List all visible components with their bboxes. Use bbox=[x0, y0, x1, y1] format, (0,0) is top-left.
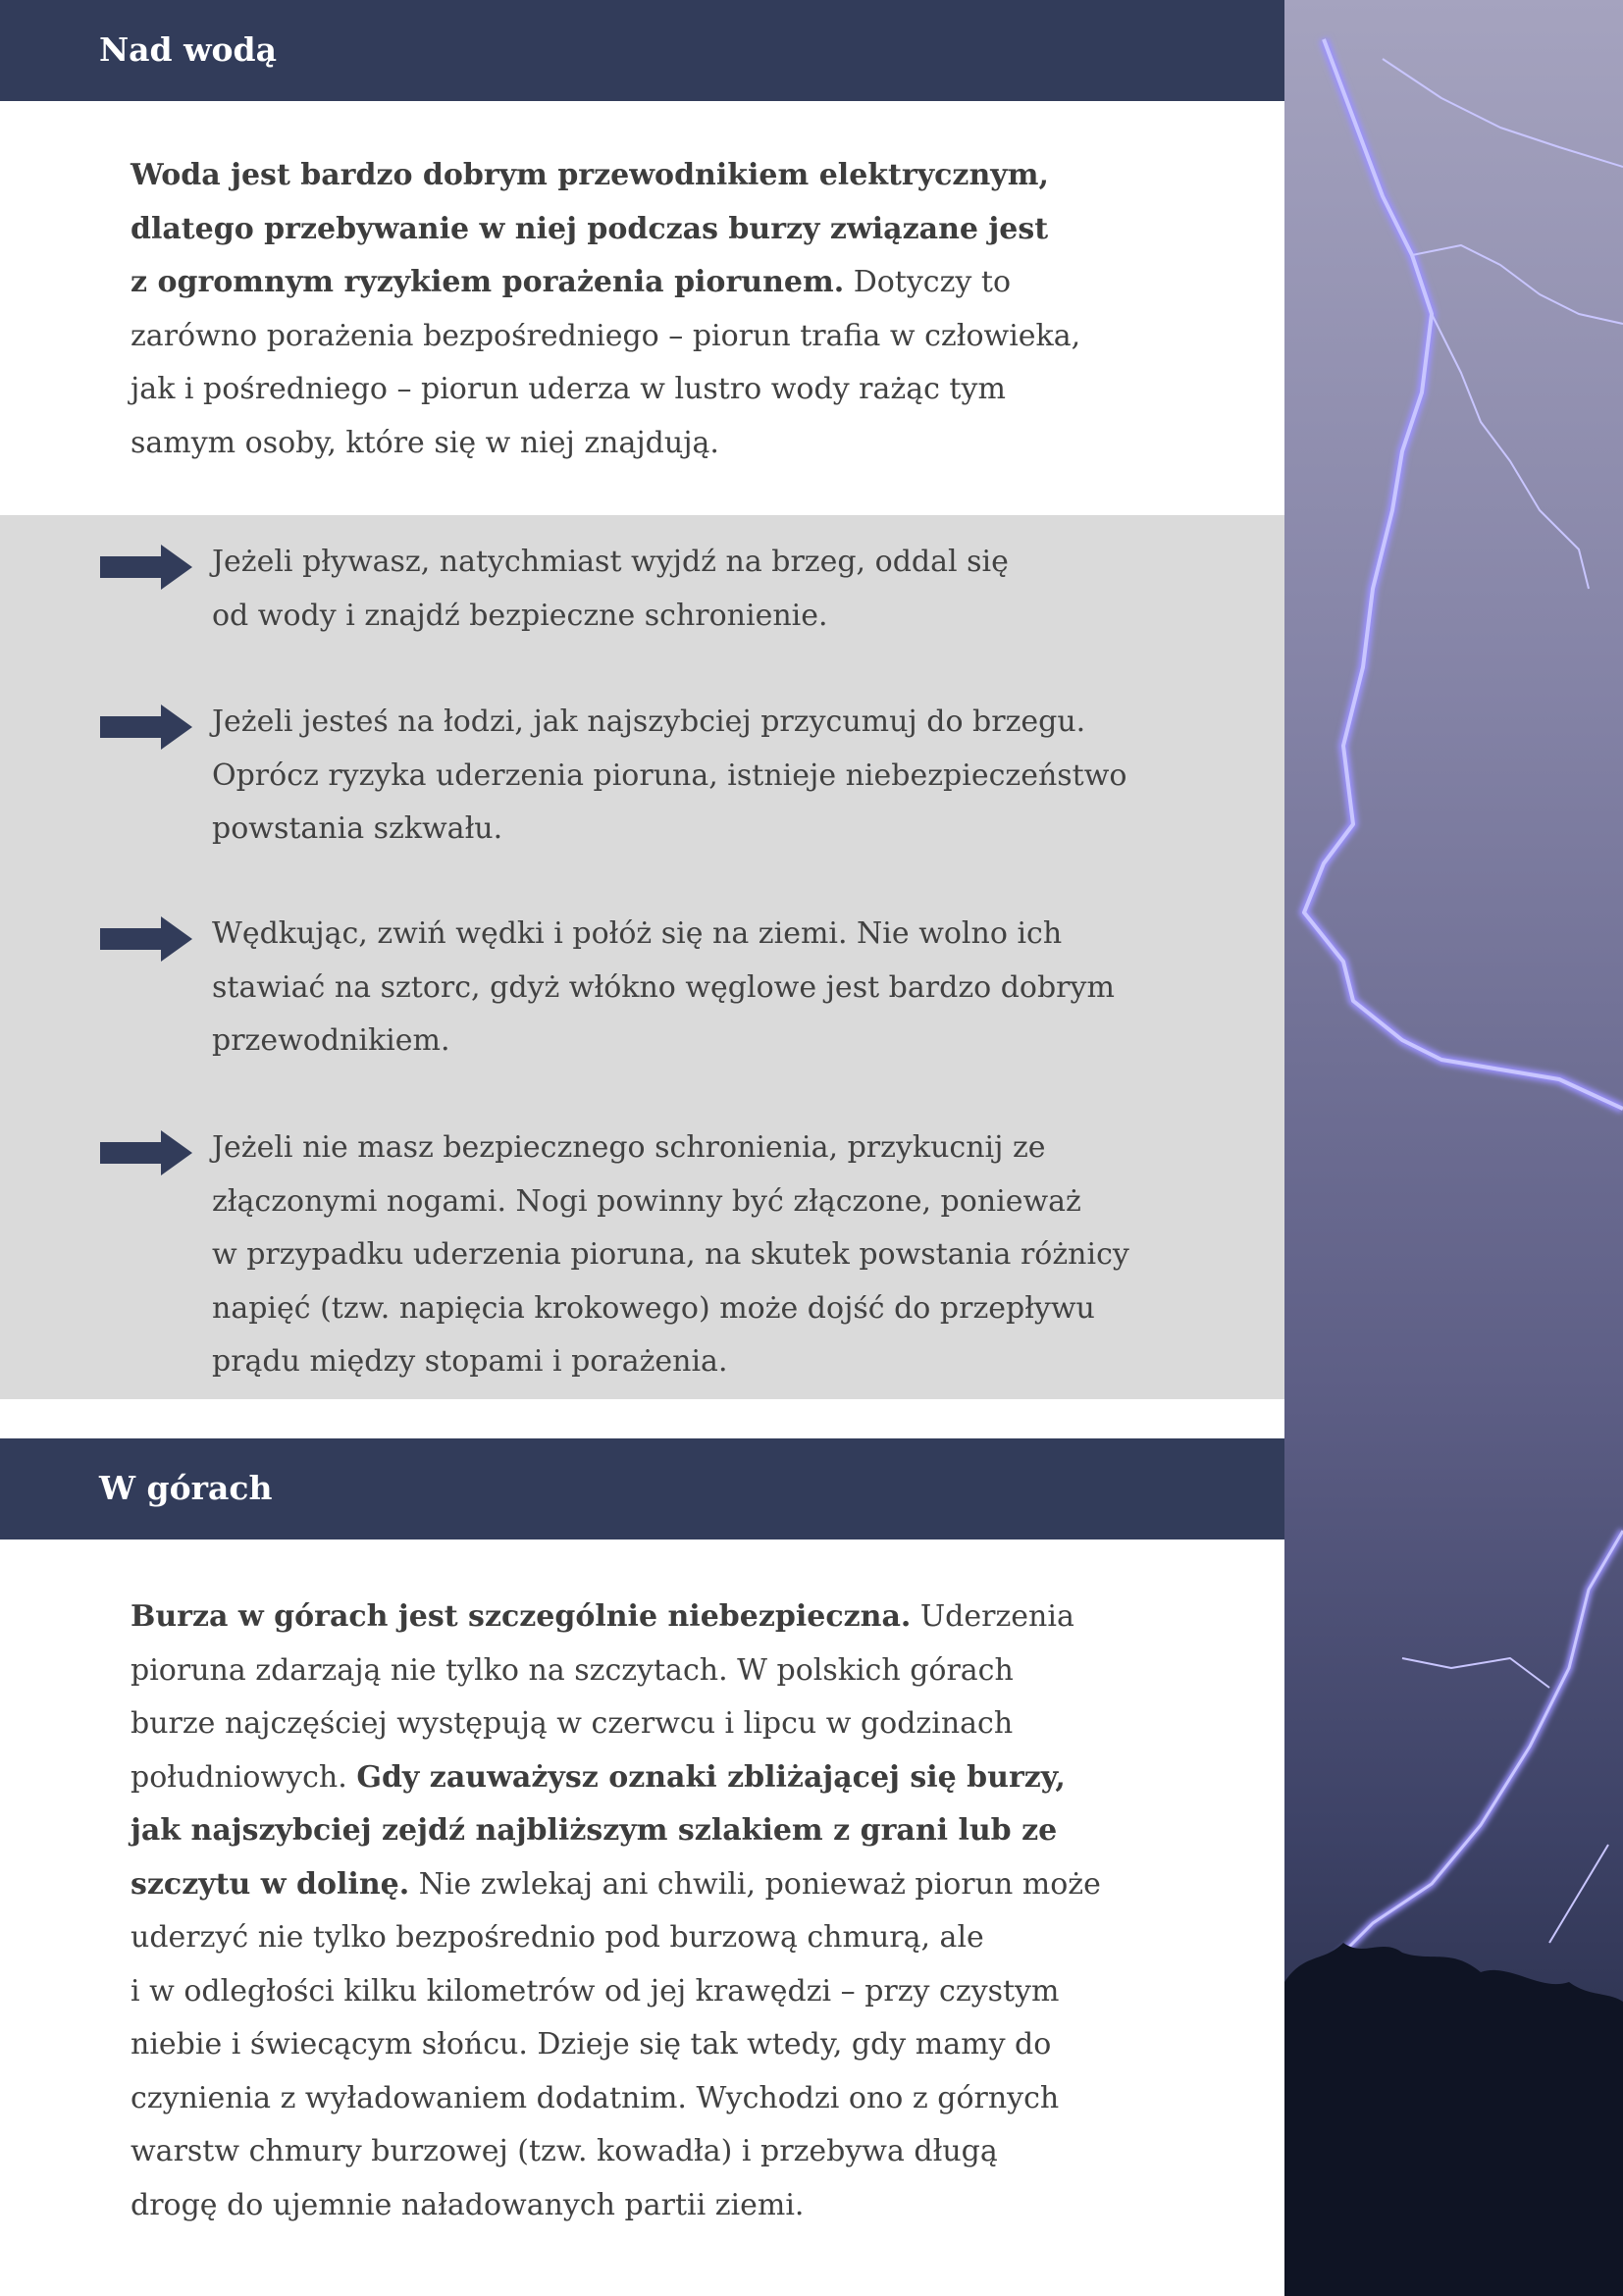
bold-text: Woda jest bardzo dobrym przewodnikiem elektrycznym, bbox=[131, 158, 1049, 192]
text-line bbox=[131, 310, 1080, 364]
lightning-photo bbox=[1284, 0, 1623, 2296]
text-line: Wędkując, zwiń wędki i połóż się na ziemi. Nie wolno ich bbox=[212, 916, 1063, 951]
body-text: warstw chmury burzowej (tzw. kowadła) i przebywa długą bbox=[131, 2134, 998, 2168]
body-text: zarówno porażenia bezpośredniego – piorun trafia w człowieka, bbox=[131, 318, 1081, 353]
text-line bbox=[131, 2018, 1101, 2072]
text-line: Jeżeli nie masz bezpiecznego schronienia, przykucnij ze bbox=[212, 1130, 1046, 1165]
arrow-right-icon bbox=[100, 704, 192, 750]
body-text: drogę do ujemnie naładowanych partii ziemi. bbox=[131, 2187, 805, 2222]
bold-text: Burza w górach jest szczególnie niebezpieczna. bbox=[131, 1599, 912, 1634]
text-line bbox=[131, 1591, 1101, 1644]
arrow-right-icon bbox=[100, 545, 192, 590]
body-text: burze najczęściej występują w czerwcu i lipcu w godzinach bbox=[131, 1706, 1014, 1741]
bullet-text bbox=[212, 696, 1126, 857]
text-line: złączonymi nogami. Nogi powinny być złączone, ponieważ bbox=[212, 1183, 1081, 1219]
text-line bbox=[131, 1858, 1101, 1912]
text-line bbox=[131, 1644, 1101, 1698]
body-text: uderzyć nie tylko bezpośrednio pod burzową chmurą, ale bbox=[131, 1920, 984, 1955]
text-line bbox=[131, 2072, 1101, 2126]
water-intro-paragraph bbox=[131, 149, 1080, 470]
body-text: jak i pośredniego – piorun uderza w lustro wody rażąc tym bbox=[131, 372, 1006, 406]
bold-text: jak najszybciej zejdź najbliższym szlakiem z grani lub ze bbox=[131, 1813, 1058, 1848]
section-title: Nad wodą bbox=[99, 30, 277, 69]
arrow-right-icon bbox=[100, 1130, 192, 1175]
water-tips-panel bbox=[0, 515, 1284, 1399]
text-line bbox=[131, 1804, 1101, 1858]
bold-text: dlatego przebywanie w niej podczas burzy związane jest bbox=[131, 211, 1049, 246]
text-line: Oprócz ryzyka uderzenia pioruna, istnieje niebezpieczeństwo bbox=[212, 757, 1127, 793]
section-header-water bbox=[0, 0, 1284, 101]
bold-text: z ogromnym ryzykiem porażenia piorunem. bbox=[131, 265, 845, 299]
text-line bbox=[131, 2179, 1101, 2233]
body-text: i w odległości kilku kilometrów od jej krawędzi – przy czystym bbox=[131, 1973, 1060, 2009]
body-text: Dotyczy to bbox=[844, 265, 1012, 299]
body-text: niebie i świecącym słońcu. Dzieje się tak wtedy, gdy mamy do bbox=[131, 2027, 1052, 2061]
section-header-mountains bbox=[0, 1438, 1284, 1539]
text-line bbox=[131, 256, 1080, 310]
text-line bbox=[131, 1697, 1101, 1751]
text-line bbox=[131, 1911, 1101, 1965]
bullet-text bbox=[212, 1122, 1129, 1389]
body-text: Nie zwlekaj ani chwili, ponieważ piorun może bbox=[409, 1866, 1101, 1902]
text-line: prądu między stopami i porażenia. bbox=[212, 1344, 728, 1379]
text-line: powstania szkwału. bbox=[212, 811, 503, 846]
bullet-text bbox=[212, 908, 1115, 1069]
text-line bbox=[131, 1965, 1101, 2019]
body-text: Uderzenia bbox=[911, 1599, 1074, 1634]
trees-silhouette bbox=[1284, 1943, 1623, 2296]
text-line bbox=[131, 417, 1080, 471]
body-text: pioruna zdarzają nie tylko na szczytach. W polskich górach bbox=[131, 1652, 1014, 1688]
body-text: samym osoby, które się w niej znajdują. bbox=[131, 425, 719, 460]
text-line: napięć (tzw. napięcia krokowego) może dojść do przepływu bbox=[212, 1290, 1095, 1326]
text-line: Jeżeli jesteś na łodzi, jak najszybciej przycumuj do brzegu. bbox=[212, 704, 1086, 739]
text-line: przewodnikiem. bbox=[212, 1023, 450, 1058]
arrow-right-icon bbox=[100, 916, 192, 962]
body-text: południowych. bbox=[131, 1759, 357, 1795]
body-text: czynienia z wyładowaniem dodatnim. Wychodzi ono z górnych bbox=[131, 2080, 1060, 2115]
text-line bbox=[131, 2125, 1101, 2179]
text-line: w przypadku uderzenia pioruna, na skutek powstania różnicy bbox=[212, 1237, 1129, 1272]
text-line bbox=[131, 203, 1080, 257]
bold-text: Gdy zauważysz oznaki zbliżającej się burzy, bbox=[356, 1759, 1066, 1795]
bullet-text bbox=[212, 536, 1009, 643]
bold-text: szczytu w dolinę. bbox=[131, 1866, 410, 1902]
text-line bbox=[131, 1751, 1101, 1805]
section-title: W górach bbox=[99, 1469, 273, 1507]
text-line: od wody i znajdź bezpieczne schronienie. bbox=[212, 598, 828, 633]
text-line bbox=[131, 149, 1080, 203]
text-line: stawiać na sztorc, gdyż włókno węglowe jest bardzo dobrym bbox=[212, 969, 1115, 1005]
mountains-intro-paragraph bbox=[131, 1591, 1101, 2232]
text-line: Jeżeli pływasz, natychmiast wyjdź na brzeg, oddal się bbox=[212, 545, 1009, 579]
text-line bbox=[131, 363, 1080, 417]
